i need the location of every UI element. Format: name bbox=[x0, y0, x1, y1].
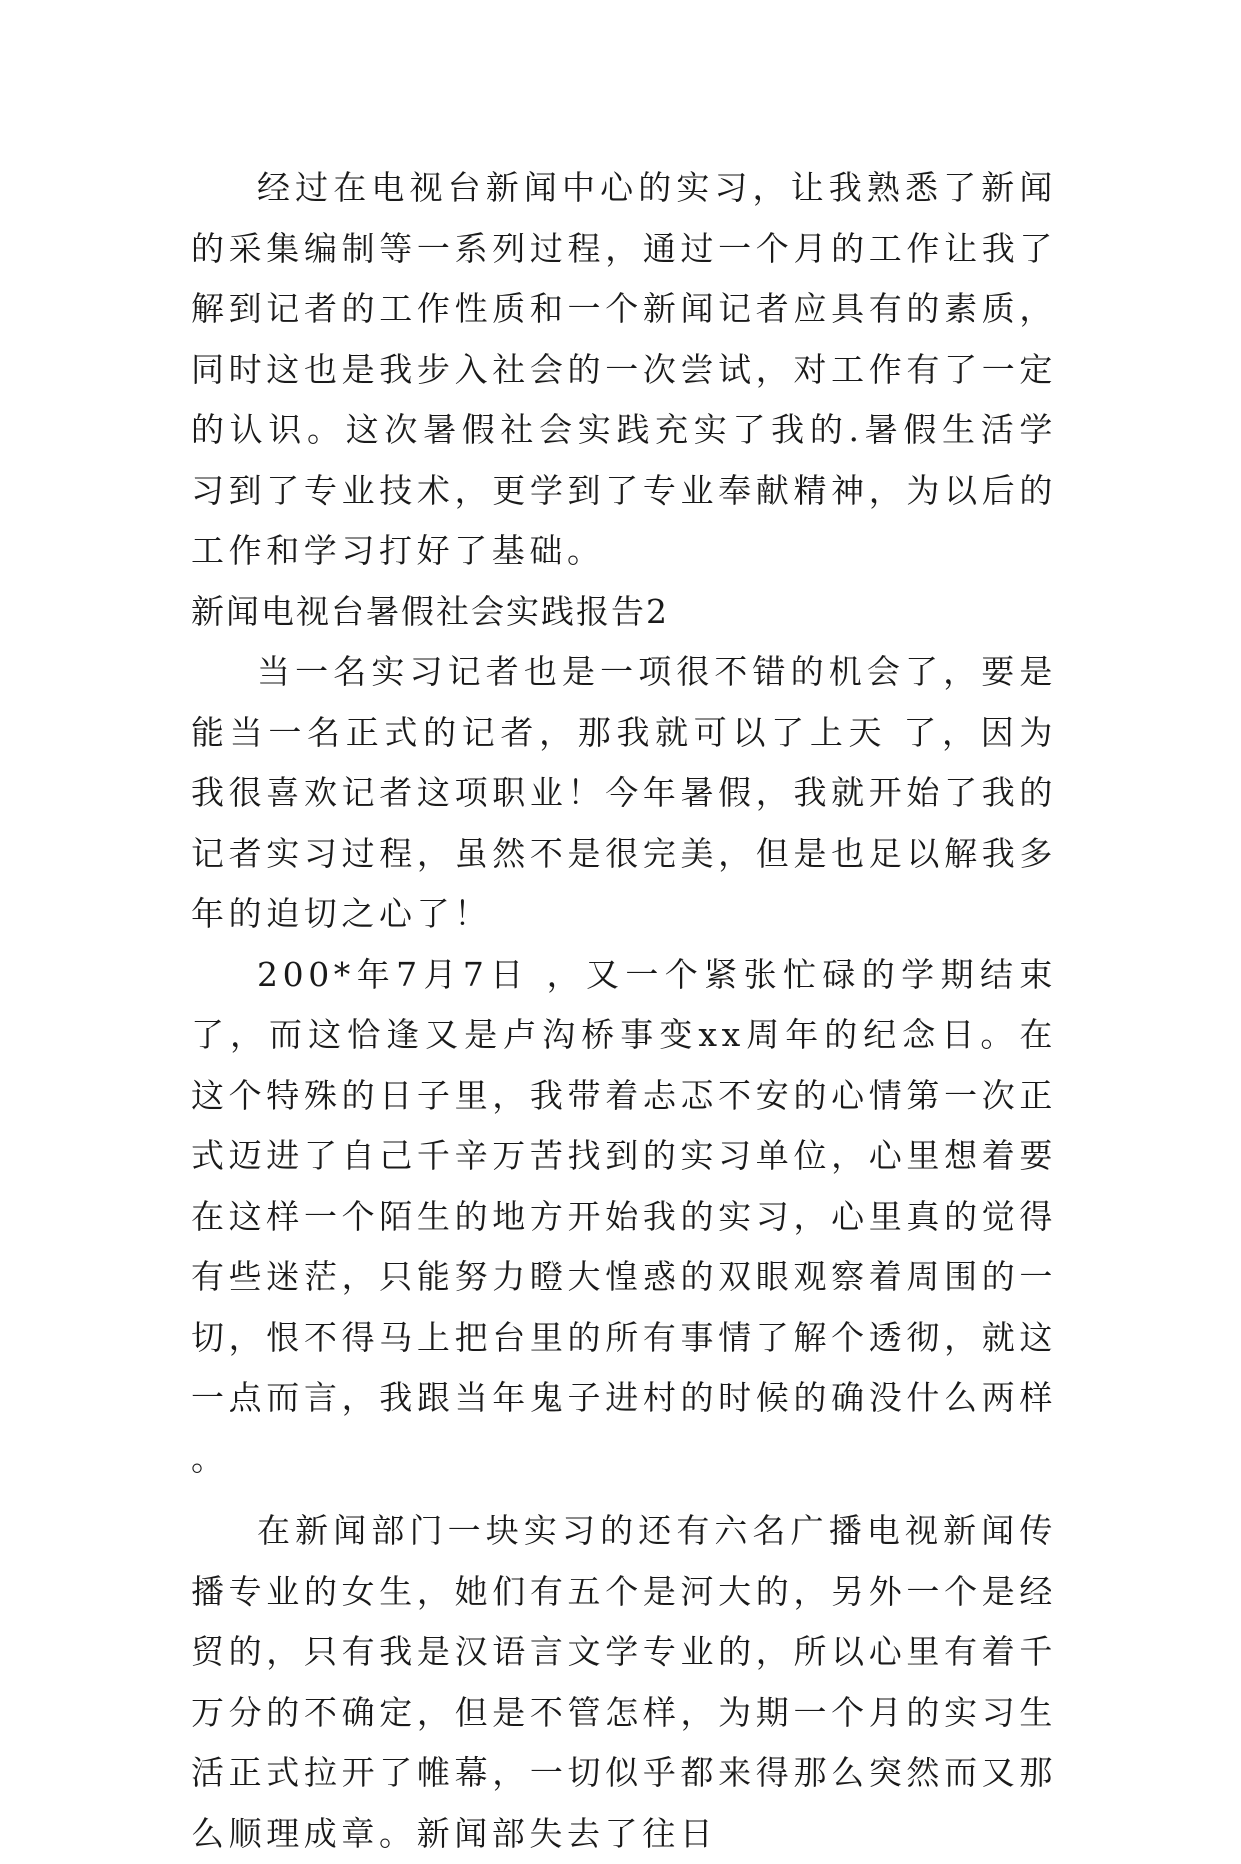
document-page bbox=[191, 158, 1057, 1864]
paragraph-reporter-opportunity: 当一名实习记者也是一项很不错的机会了，要是能当一名正式的记者，那我就可以了上天 了，因为我很喜欢记者这项职业！今年暑假，我就开始了我的记者实习过程，虽然不是很完美，但是也足以解我多年的迫切之心了！ bbox=[191, 652, 1057, 933]
paragraph-first-day: 200*年7月7日 ，又一个紧张忙碌的学期结束了，而这恰逢又是卢沟桥事变xx周年的纪念日。在这个特殊的日子里，我带着忐忑不安的心情第一次正式迈进了自己千辛万苦找到的实习单位，心里想着要在这样一个陌生的地方开始我的实习，心里真的觉得有些迷茫，只能努力瞪大惶惑的双眼观察着周围的一切，恨不得马上把台里的所有事情了解个透彻，就这一点而言，我跟当年鬼子进村的时候的确没什么两样。 bbox=[191, 954, 1057, 1478]
paragraph-fellow-interns: 在新闻部门一块实习的还有六名广播电视新闻传播专业的女生，她们有五个是河大的，另外一个是经贸的，只有我是汉语言文学专业的，所以心里有着千万分的不确定，但是不管怎样，为期一个月的实习生活正式拉开了帷幕，一切似乎都来得那么突然而又那么顺理成章。新闻部失去了往日 bbox=[191, 1511, 1057, 1853]
paragraph-internship-summary: 经过在电视台新闻中心的实习，让我熟悉了新闻的采集编制等一系列过程，通过一个月的工作让我了解到记者的工作性质和一个新闻记者应具有的素质，同时这也是我步入社会的一次尝试，对工作有了一定的认识。这次暑假社会实践充实了我的.暑假生活学习到了专业技术，更学到了专业奉献精神，为以后的工作和学习打好了基础。 bbox=[191, 168, 1057, 570]
section-heading: 新闻电视台暑假社会实践报告2 bbox=[191, 591, 669, 631]
